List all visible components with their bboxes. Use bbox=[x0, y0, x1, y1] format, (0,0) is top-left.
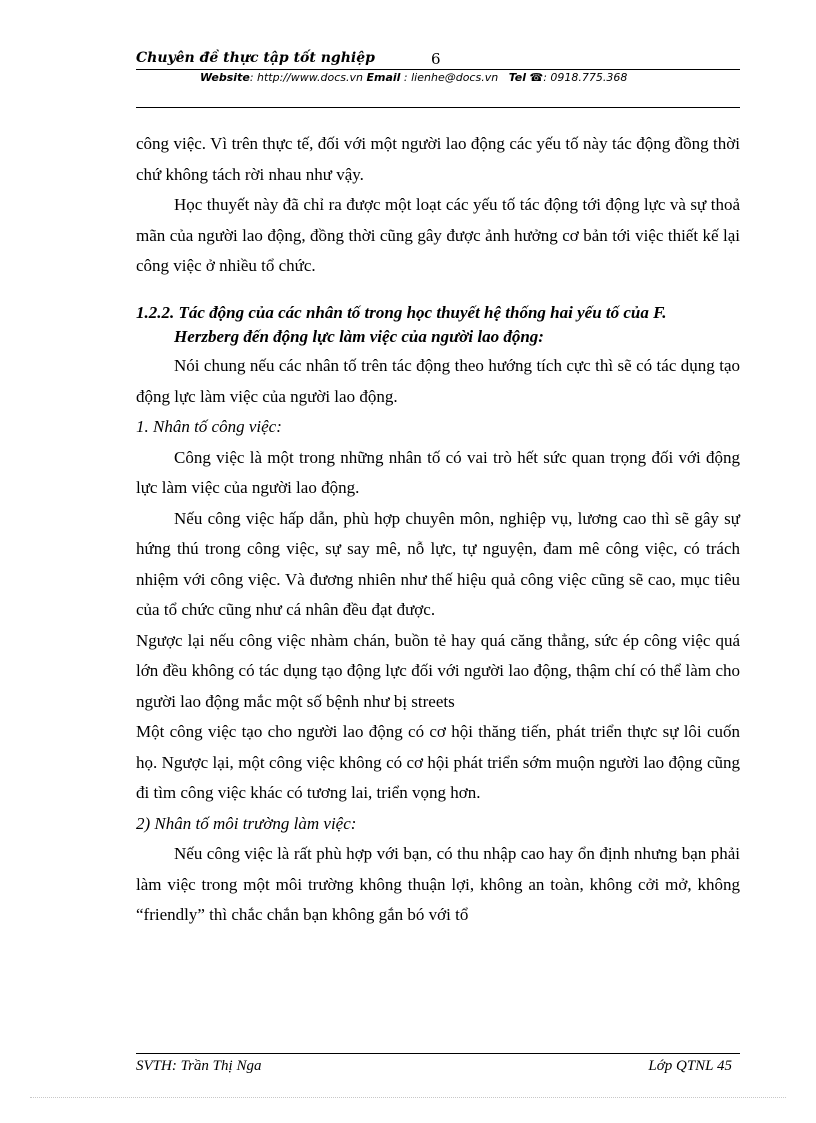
header-contact bbox=[200, 71, 627, 84]
tel-value: : 0918.775.368 bbox=[543, 71, 628, 84]
footer-class: Lớp QTNL 45 bbox=[648, 1058, 732, 1074]
paragraph: Học thuyết này đã chỉ ra được một loạt các yếu tố tác động tới động lực và sự thoả mãn của người lao động, đồng thời cũng gây được ảnh hưởng cơ bản tới việc thiết kế lại công việc ở nhiều tổ chức. bbox=[136, 195, 740, 275]
footer-divider bbox=[136, 1053, 740, 1054]
header-title: Chuyên đề thực tập tốt nghiệp bbox=[136, 50, 375, 66]
page-number: 6 bbox=[431, 50, 441, 68]
section-heading-line: Herzberg đến động lực làm việc của người lao động: bbox=[174, 327, 544, 346]
website-label: Website bbox=[200, 71, 250, 84]
main-section bbox=[136, 351, 740, 931]
paragraph: Công việc là một trong những nhân tố có vai trò hết sức quan trọng đối với động lực làm việc của người lao động. bbox=[136, 447, 740, 497]
email-value[interactable]: : lienhe@docs.vn bbox=[403, 71, 499, 84]
paragraph: Ngược lại nếu công việc nhàm chán, buồn tẻ hay quá căng thẳng, sức ép công việc quá lớn đều không có tác dụng tạo động lực đối với người lao động, thậm chí có thể làm cho người lao động mắc một số bệnh như bị streets bbox=[136, 630, 740, 711]
section-heading-1-2-2 bbox=[136, 301, 740, 349]
website-value[interactable]: : http://www.docs.vn bbox=[249, 71, 363, 84]
phone-icon: ☎ bbox=[529, 71, 544, 84]
page-bottom-dotted-line bbox=[30, 1097, 786, 1098]
paragraph: Nếu công việc hấp dẫn, phù hợp chuyên môn, nghiệp vụ, lương cao thì sẽ gây sự hứng thú trong công việc, sự say mê, nỗ lực, tự nguyện, đam mê công việc, có trách nhiệm với công việc. Và đương nhiên như thế hiệu quả công việc cũng sẽ cao, mục tiêu của tổ chức cũng như cá nhân đều đạt được. bbox=[136, 508, 740, 619]
footer-student: SVTH: Trần Thị Nga bbox=[136, 1058, 262, 1074]
paragraph: công việc. Vì trên thực tế, đối với một người lao động các yếu tố này tác động đồng thời chứ không tách rời nhau như vậy. bbox=[136, 134, 740, 184]
header-divider-top bbox=[136, 69, 740, 70]
tel-label: Tel bbox=[508, 71, 527, 84]
paragraph: Nếu công việc là rất phù hợp với bạn, có thu nhập cao hay ổn định nhưng bạn phải làm việc trong một môi trường không thuận lợi, không an toàn, không cởi mở, không “friendly” thì chắc chắn bạn không gắn bó với tổ bbox=[136, 844, 740, 924]
subheading-work-factor: 1. Nhân tố công việc: bbox=[136, 417, 282, 436]
intro-section bbox=[136, 129, 740, 282]
paragraph: Nói chung nếu các nhân tố trên tác động theo hướng tích cực thì sẽ có tác dụng tạo động lực làm việc của người lao động. bbox=[136, 356, 740, 406]
paragraph: Một công việc tạo cho người lao động có cơ hội thăng tiến, phát triển thực sự lôi cuốn họ. Ngược lại, một công việc không có cơ hội phát triển sớm muộn người lao động cũng đi tìm công việc khác có tương lai, triển vọng hơn. bbox=[136, 722, 740, 802]
header-divider-bottom bbox=[136, 107, 740, 108]
email-label: Email bbox=[366, 71, 401, 84]
section-heading-line: 1.2.2. Tác động của các nhân tố trong học thuyết hệ thống hai yếu tố của F. bbox=[136, 303, 667, 322]
subheading-environment-factor: 2) Nhân tố môi trường làm việc: bbox=[136, 813, 357, 833]
